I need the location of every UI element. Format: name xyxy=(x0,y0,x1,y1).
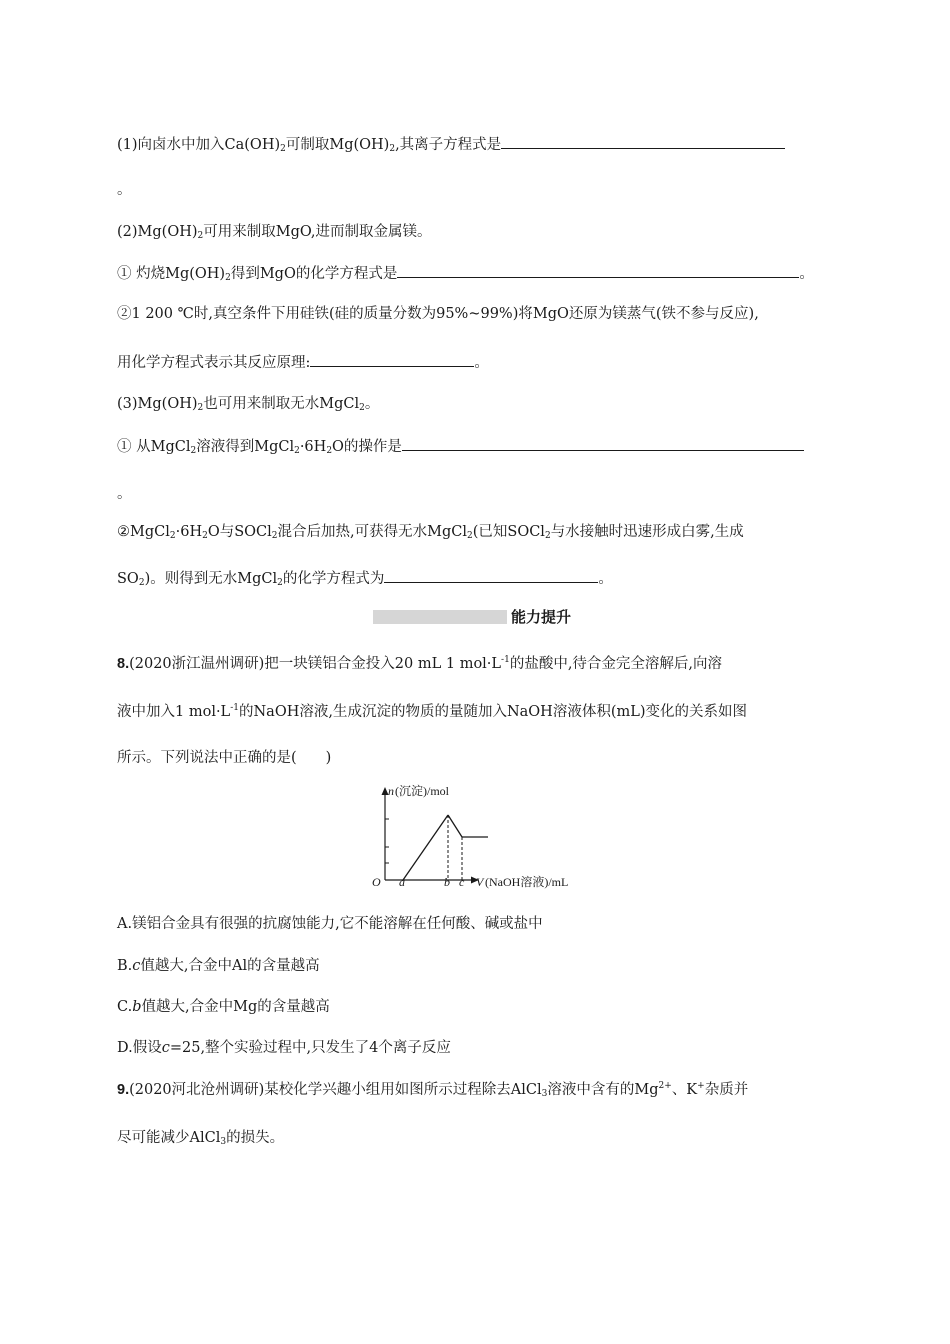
q8-line3: 所示。下列说法中正确的是( ) xyxy=(117,750,332,766)
x-tick-label: a xyxy=(399,875,405,889)
q7-part1: (1)向卤水中加入$Ca(OH)_2$可制取$Mg(OH)_2$,其离子方程式是 xyxy=(117,134,785,155)
section-bar xyxy=(373,610,507,624)
option-a[interactable]: A.镁铝合金具有很强的抗腐蚀能力,它不能溶解在任何酸、碱或盐中 xyxy=(117,916,543,932)
q8-line1: 8.(2020浙江温州调研)把一块镁铝合金投入20 mL 1 $mol\cdot L^{-1}$的盐酸中,待合金完全溶解后,向溶 xyxy=(117,655,723,672)
option-d[interactable]: D.假设c=25,整个实验过程中,只发生了4个离子反应 xyxy=(117,1040,451,1056)
question-number: 8. xyxy=(117,656,130,672)
y-axis-label: (沉淀)/mol xyxy=(395,784,449,798)
q7-part3-1: ① 从MgCl$_2$溶液得到$MgCl_2\cdot 6H_2O$的操作是 xyxy=(117,436,804,457)
option-b[interactable]: B.c值越大,合金中Al的含量越高 xyxy=(117,958,320,974)
q7-part3-3: $SO_2$)。则得到无水MgCl$_2$的化学方程式为 。 xyxy=(117,568,613,589)
q7-part1-end: 。 xyxy=(117,182,132,198)
answer-blank[interactable] xyxy=(501,134,785,149)
q8-line2: 液中加入1 $mol\cdot L^{-1}$的NaOH溶液,生成沉淀的物质的量随加入NaOH溶液体积(mL)变化的关系如图 xyxy=(117,703,748,720)
x-tick-label: c xyxy=(459,875,465,889)
answer-blank[interactable] xyxy=(310,352,474,367)
q7-part3-1-end: 。 xyxy=(117,486,132,502)
y-axis-var: n xyxy=(388,784,394,798)
x-tick-label: b xyxy=(444,875,450,889)
section-title: 能力提升 xyxy=(511,608,572,626)
q7-part2-2: ②1 200 ℃时,真空条件下用硅铁(硅的质量分数为95%~99%)将MgO还原为镁蒸气(铁不参与反应), xyxy=(117,306,759,322)
option-c[interactable]: C.b值越大,合金中Mg的含量越高 xyxy=(117,999,330,1015)
x-axis-var: V xyxy=(476,875,484,889)
x-axis-label: (NaOH溶液)/mL xyxy=(485,875,569,889)
origin-label: O xyxy=(372,875,381,889)
q7-part3: $(3)Mg(OH)_2$也可用来制取无水MgCl$_2$。 xyxy=(117,396,380,413)
series-line-fall xyxy=(448,815,462,837)
question-number: 9. xyxy=(117,1082,130,1098)
q9-line2: 尽可能减少AlCl$_3$的损失。 xyxy=(117,1130,285,1147)
answer-blank[interactable] xyxy=(384,568,598,583)
q7-part2: $(2)Mg(OH)_2$可用来制取MgO,进而制取金属镁。 xyxy=(117,224,432,241)
answer-blank[interactable] xyxy=(402,436,804,451)
q7-part2-2b: 用化学方程式表示其反应原理: 。 xyxy=(117,352,489,373)
q9-line1: 9.(2020河北沧州调研)某校化学兴趣小组用如图所示过程除去AlCl$_3$溶液中含有的$Mg^{2+}$、K+杂质并 xyxy=(117,1081,749,1099)
precipitate-chart xyxy=(368,782,588,894)
series-line-rise xyxy=(403,815,448,880)
answer-blank[interactable] xyxy=(397,263,799,278)
q7-part2-1: ① 灼烧$Mg(OH)_2$得到MgO的化学方程式是 。 xyxy=(117,263,814,284)
q7-part3-2: $②MgCl_2\cdot 6H_2O$与SOCl$_2$混合后加热,可获得无水MgCl$_2$(已知SOCl$_2$与水接触时迅速形成白雾,生成 xyxy=(117,524,744,541)
